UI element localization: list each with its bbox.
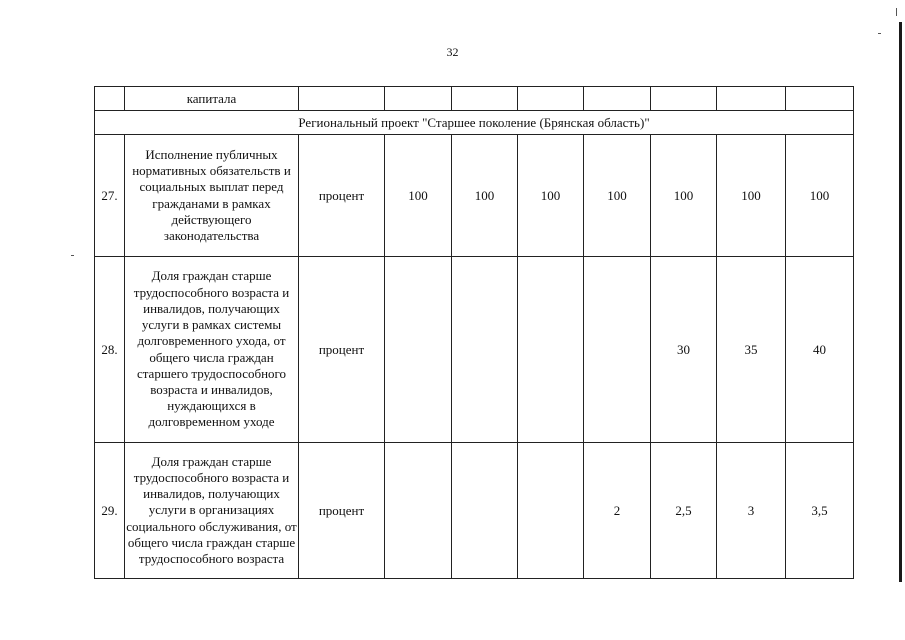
- section-title: Региональный проект "Старшее поколение (Брянская область)": [95, 111, 854, 135]
- unit-cell: процент: [299, 135, 385, 257]
- row-number: [95, 87, 125, 111]
- value-cell: [452, 87, 518, 111]
- table-row: [95, 257, 854, 443]
- indicators-table: [94, 86, 854, 579]
- scan-mark: [71, 255, 74, 256]
- indicator-name: Исполнение публичных нормативных обязательств и социальных выплат перед гражданами в рамках действующего законодательства: [125, 135, 299, 257]
- scan-mark: [878, 33, 881, 34]
- value-cell: [786, 87, 854, 111]
- table-row: [95, 135, 854, 257]
- row-number: 27.: [95, 135, 125, 257]
- value-cell: [385, 87, 452, 111]
- indicator-name: Доля граждан старше трудоспособного возраста и инвалидов, получающих услуги в рамках системы долговременного ухода, от общего числа граждан старшего трудоспособного возраста и инвалидов, нуждающихся в долговременном уходе: [125, 257, 299, 443]
- table-row: [95, 87, 854, 111]
- value-cell: 100: [385, 135, 452, 257]
- value-cell: [452, 257, 518, 443]
- indicator-name: капитала: [125, 87, 299, 111]
- scan-edge-bar: [899, 22, 902, 582]
- value-cell: 30: [651, 257, 717, 443]
- value-cell: [518, 257, 584, 443]
- value-cell: [717, 87, 786, 111]
- value-cell: 100: [452, 135, 518, 257]
- indicator-name: Доля граждан старше трудоспособного возраста и инвалидов, получающих услуги в организациях социального обслуживания, от общего числа граждан старше трудоспособного возраста: [125, 443, 299, 579]
- value-cell: 100: [584, 135, 651, 257]
- value-cell: 40: [786, 257, 854, 443]
- row-number: 28.: [95, 257, 125, 443]
- value-cell: 35: [717, 257, 786, 443]
- value-cell: 100: [717, 135, 786, 257]
- section-row: [95, 111, 854, 135]
- value-cell: 3: [717, 443, 786, 579]
- value-cell: [518, 87, 584, 111]
- value-cell: 100: [518, 135, 584, 257]
- value-cell: [584, 257, 651, 443]
- table-row: [95, 443, 854, 579]
- value-cell: 2: [584, 443, 651, 579]
- scan-mark: [896, 8, 897, 16]
- unit-cell: процент: [299, 443, 385, 579]
- value-cell: 2,5: [651, 443, 717, 579]
- value-cell: [584, 87, 651, 111]
- value-cell: [518, 443, 584, 579]
- unit-cell: [299, 87, 385, 111]
- value-cell: 100: [786, 135, 854, 257]
- value-cell: 3,5: [786, 443, 854, 579]
- page-number: 32: [446, 45, 459, 59]
- value-cell: [385, 443, 452, 579]
- value-cell: [452, 443, 518, 579]
- row-number: 29.: [95, 443, 125, 579]
- value-cell: 100: [651, 135, 717, 257]
- value-cell: [385, 257, 452, 443]
- unit-cell: процент: [299, 257, 385, 443]
- value-cell: [651, 87, 717, 111]
